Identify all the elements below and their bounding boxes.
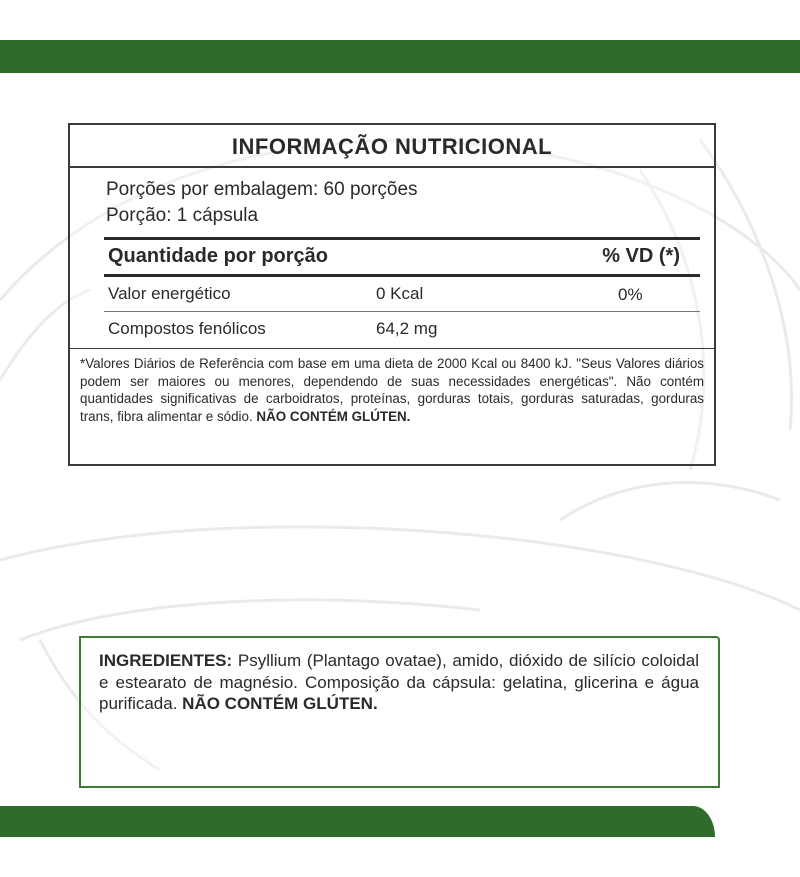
- table-row: [104, 277, 700, 312]
- table-header-row: [104, 237, 700, 277]
- nutrient-dv: 0%: [618, 285, 643, 304]
- nutrient-name: Compostos fenólicos: [108, 319, 266, 338]
- gluten-free-note: NÃO CONTÉM GLÚTEN.: [256, 408, 411, 424]
- footnote-text: *Valores Diários de Referência com base em uma dieta de 2000 Kcal ou 8400 kJ. "Seus Valores diários podem ser maiores ou menores, dependendo de suas necessidades energéticas". Não contém quantidades significativas de carboidratos, proteínas, gorduras totais, gorduras saturadas, gorduras trans, fibra alimentar e sódio.: [80, 356, 704, 424]
- nutrient-name: Valor energético: [108, 284, 231, 303]
- servings-info: [106, 177, 418, 229]
- ingredients-label: INGREDIENTES:: [99, 651, 233, 670]
- footnote-divider: [70, 348, 714, 349]
- nutrition-footnote: [80, 355, 704, 425]
- nutrition-facts-table: [68, 123, 716, 466]
- top-green-band: [0, 40, 800, 73]
- ingredients-text: Psyllium (Plantago ovatae), amido, dióxido de silício coloidal e estearato de magnésio. Composição da cápsula: gelatina, glicerina e água purificada.: [99, 651, 699, 713]
- table-row: [104, 312, 700, 346]
- ingredients-box: [79, 636, 720, 788]
- servings-per-package: Porções por embalagem: 60 porções: [106, 179, 418, 200]
- quantity-per-serving-header: Quantidade por porção: [108, 245, 329, 267]
- ingredients-gluten-note: NÃO CONTÉM GLÚTEN.: [182, 694, 378, 713]
- ingredients-paragraph: [99, 650, 699, 715]
- bottom-green-band: [0, 806, 715, 837]
- nutrition-title: INFORMAÇÃO NUTRICIONAL: [70, 125, 714, 168]
- serving-size: Porção: 1 cápsula: [106, 205, 259, 226]
- daily-value-header: % VD (*): [602, 245, 680, 267]
- nutrient-amount: 64,2 mg: [376, 319, 438, 338]
- nutrient-amount: 0 Kcal: [376, 284, 424, 303]
